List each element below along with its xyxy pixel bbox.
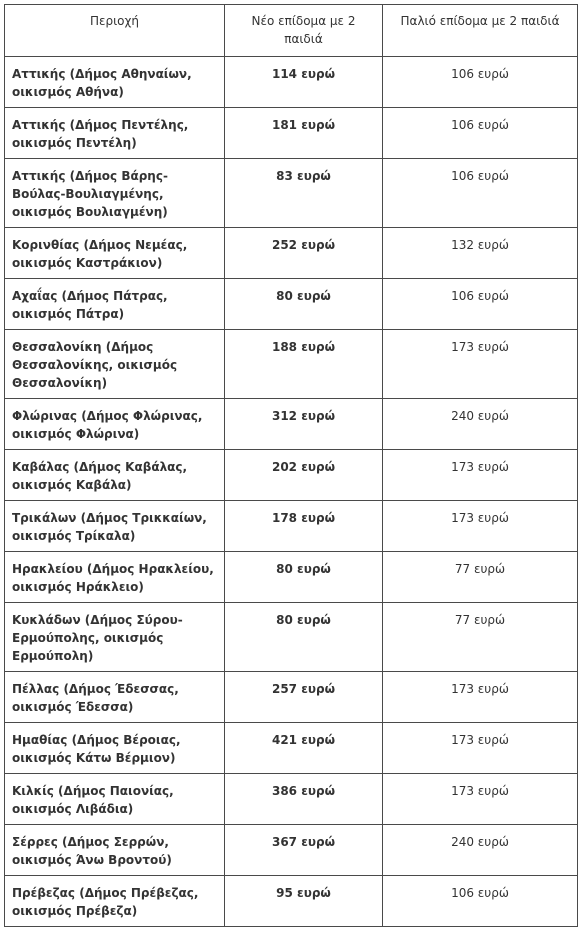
region-cell: Πέλλας (Δήμος Έδεσσας, οικισμός Έδεσσα): [5, 672, 225, 723]
header-region: Περιοχή: [5, 5, 225, 57]
header-old-allowance: Παλιό επίδομα με 2 παιδιά: [383, 5, 578, 57]
region-cell: Κυκλάδων (Δήμος Σύρου-Ερμούπολης, οικισμός Ερμούπολη): [5, 603, 225, 672]
table-row: [5, 159, 578, 228]
old-allowance-cell: 106 ευρώ: [383, 876, 578, 927]
new-allowance-cell: 252 ευρώ: [225, 228, 383, 279]
new-allowance-cell: 202 ευρώ: [225, 450, 383, 501]
region-cell: Καβάλας (Δήμος Καβάλας, οικισμός Καβάλα): [5, 450, 225, 501]
new-allowance-cell: 181 ευρώ: [225, 108, 383, 159]
table-header-row: [5, 5, 578, 57]
new-allowance-cell: 83 ευρώ: [225, 159, 383, 228]
new-allowance-cell: 386 ευρώ: [225, 774, 383, 825]
table-row: [5, 228, 578, 279]
region-cell: Πρέβεζας (Δήμος Πρέβεζας, οικισμός Πρέβεζα): [5, 876, 225, 927]
old-allowance-cell: 173 ευρώ: [383, 774, 578, 825]
table-row: [5, 552, 578, 603]
region-cell: Αττικής (Δήμος Πεντέλης, οικισμός Πεντέλη): [5, 108, 225, 159]
new-allowance-cell: 178 ευρώ: [225, 501, 383, 552]
table-row: [5, 672, 578, 723]
region-cell: Αχαΐας (Δήμος Πάτρας, οικισμός Πάτρα): [5, 279, 225, 330]
region-cell: Ηρακλείου (Δήμος Ηρακλείου, οικισμός Ηράκλειο): [5, 552, 225, 603]
region-cell: Αττικής (Δήμος Βάρης-Βούλας-Βουλιαγμένης, οικισμός Βουλιαγμένη): [5, 159, 225, 228]
old-allowance-cell: 173 ευρώ: [383, 450, 578, 501]
table-row: [5, 876, 578, 927]
table-row: [5, 723, 578, 774]
region-cell: Αττικής (Δήμος Αθηναίων, οικισμός Αθήνα): [5, 57, 225, 108]
new-allowance-cell: 188 ευρώ: [225, 330, 383, 399]
new-allowance-cell: 312 ευρώ: [225, 399, 383, 450]
new-allowance-cell: 367 ευρώ: [225, 825, 383, 876]
old-allowance-cell: 77 ευρώ: [383, 552, 578, 603]
old-allowance-cell: 240 ευρώ: [383, 825, 578, 876]
old-allowance-cell: 106 ευρώ: [383, 108, 578, 159]
old-allowance-cell: 106 ευρώ: [383, 159, 578, 228]
new-allowance-cell: 257 ευρώ: [225, 672, 383, 723]
old-allowance-cell: 173 ευρώ: [383, 723, 578, 774]
old-allowance-cell: 173 ευρώ: [383, 501, 578, 552]
region-cell: Κορινθίας (Δήμος Νεμέας, οικισμός Καστράκιον): [5, 228, 225, 279]
table-row: [5, 501, 578, 552]
old-allowance-cell: 77 ευρώ: [383, 603, 578, 672]
table-row: [5, 330, 578, 399]
new-allowance-cell: 80 ευρώ: [225, 603, 383, 672]
allowance-table: [4, 4, 578, 927]
old-allowance-cell: 106 ευρώ: [383, 279, 578, 330]
new-allowance-cell: 114 ευρώ: [225, 57, 383, 108]
header-new-allowance: Νέο επίδομα με 2 παιδιά: [225, 5, 383, 57]
table-row: [5, 450, 578, 501]
table-row: [5, 108, 578, 159]
old-allowance-cell: 132 ευρώ: [383, 228, 578, 279]
table-row: [5, 774, 578, 825]
table-row: [5, 399, 578, 450]
new-allowance-cell: 80 ευρώ: [225, 279, 383, 330]
region-cell: Σέρρες (Δήμος Σερρών, οικισμός Άνω Βροντού): [5, 825, 225, 876]
table-row: [5, 603, 578, 672]
table-row: [5, 57, 578, 108]
table-row: [5, 825, 578, 876]
region-cell: Φλώρινας (Δήμος Φλώρινας, οικισμός Φλώρινα): [5, 399, 225, 450]
old-allowance-cell: 173 ευρώ: [383, 672, 578, 723]
region-cell: Θεσσαλονίκη (Δήμος Θεσσαλονίκης, οικισμός Θεσσαλονίκη): [5, 330, 225, 399]
old-allowance-cell: 106 ευρώ: [383, 57, 578, 108]
region-cell: Ημαθίας (Δήμος Βέροιας, οικισμός Κάτω Βέρμιον): [5, 723, 225, 774]
new-allowance-cell: 421 ευρώ: [225, 723, 383, 774]
region-cell: Κιλκίς (Δήμος Παιονίας, οικισμός Λιβάδια): [5, 774, 225, 825]
old-allowance-cell: 240 ευρώ: [383, 399, 578, 450]
new-allowance-cell: 80 ευρώ: [225, 552, 383, 603]
region-cell: Τρικάλων (Δήμος Τρικκαίων, οικισμός Τρίκαλα): [5, 501, 225, 552]
new-allowance-cell: 95 ευρώ: [225, 876, 383, 927]
table-row: [5, 279, 578, 330]
old-allowance-cell: 173 ευρώ: [383, 330, 578, 399]
